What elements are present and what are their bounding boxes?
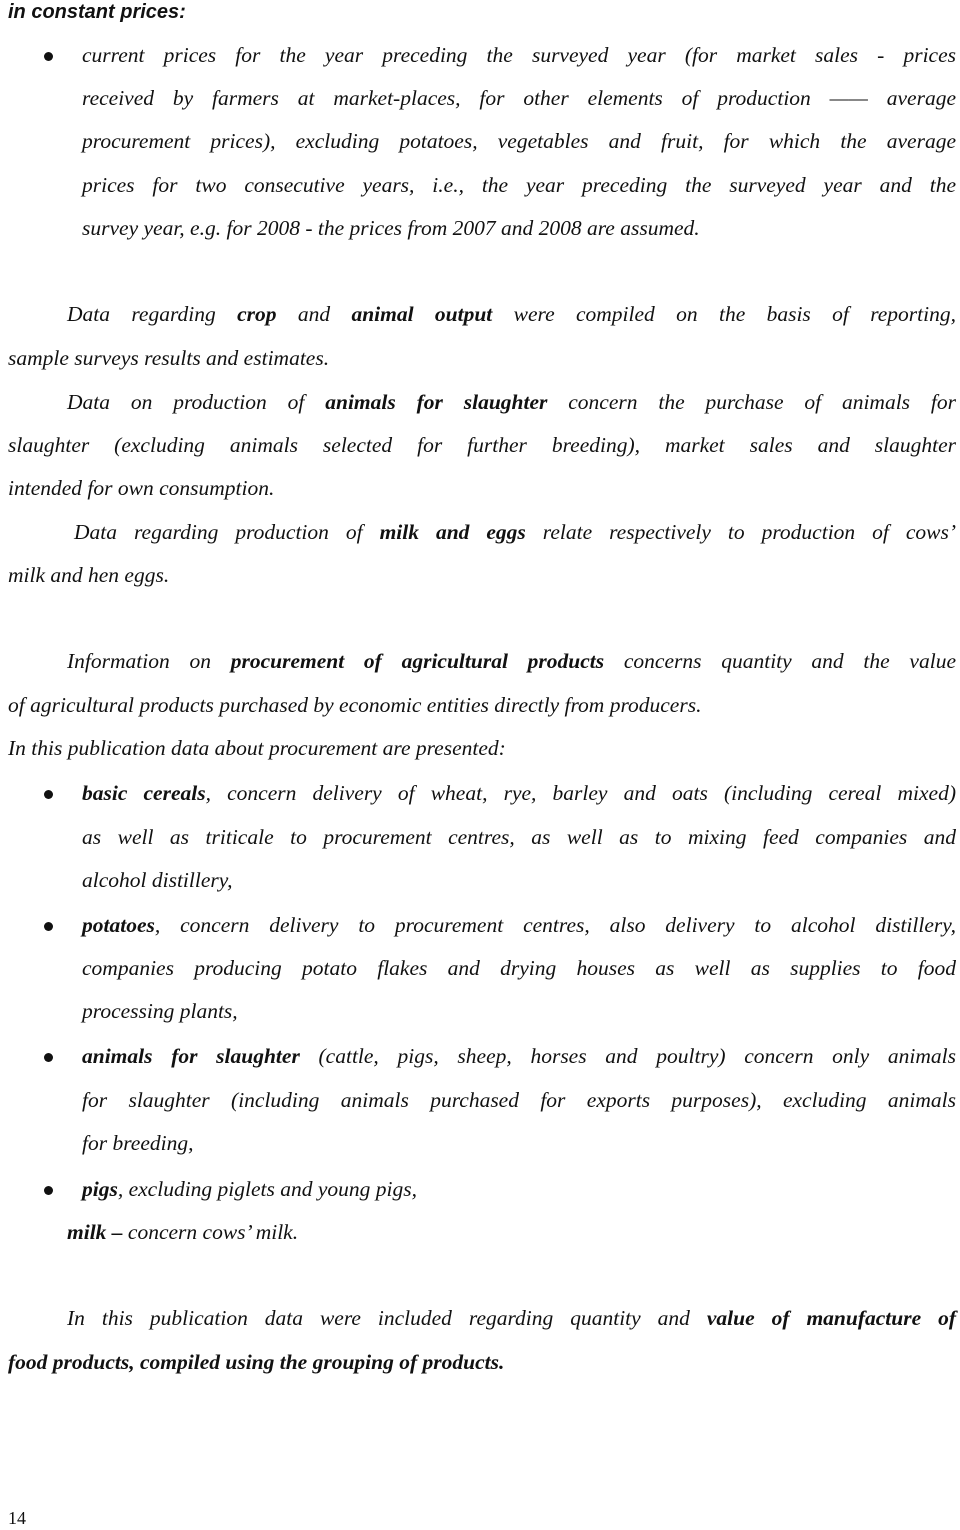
milk-paragraph-line-2: milk and hen eggs. xyxy=(8,563,170,587)
bold-term: basic cereals xyxy=(82,781,206,805)
procurement-paragraph-line-1 xyxy=(8,640,956,684)
slaughter-paragraph-line-2: slaughter (excluding animals selected for further breeding), market sales and slaughter xyxy=(8,433,956,457)
bold-term: value of manufacture of xyxy=(706,1306,956,1330)
bold-term: animal output xyxy=(351,302,493,326)
milk-paragraph-line-1 xyxy=(8,511,956,555)
bold-term: crop xyxy=(237,302,277,326)
bullet-icon xyxy=(44,1053,53,1062)
text-run: Data regarding xyxy=(67,302,238,326)
final-paragraph-line-1 xyxy=(8,1297,956,1341)
constant-prices-line-1: current prices for the year preceding the surveyed year (for market sales - prices xyxy=(82,43,956,67)
bullet-icon xyxy=(44,1186,53,1195)
cereals-line-3: alcohol distillery, xyxy=(82,868,233,892)
text-run: Information on xyxy=(67,649,231,673)
bold-term: procurement of agricultural products xyxy=(230,649,605,673)
bullet-icon xyxy=(44,922,53,931)
text-run: concern cows’ milk. xyxy=(122,1220,299,1244)
potatoes-line-3: processing plants, xyxy=(82,999,238,1023)
constant-prices-line-2: received by farmers at market-places, for other elements of production —— average xyxy=(82,86,956,110)
text-run: Data regarding production of xyxy=(74,520,380,544)
potatoes-line-1 xyxy=(82,904,956,948)
text-run: concerns quantity and the value xyxy=(604,649,956,673)
bullet-icon xyxy=(44,790,53,799)
page-number: 14 xyxy=(8,1508,26,1528)
bold-term: pigs xyxy=(82,1177,118,1201)
bold-term: animals for slaughter xyxy=(82,1044,300,1068)
crop-paragraph-line-1 xyxy=(8,293,956,337)
slaughter-paragraph-line-3: intended for own consumption. xyxy=(8,476,275,500)
bold-term: animals for slaughter xyxy=(325,390,548,414)
procurement-paragraph-line-3: In this publication data about procurement are presented: xyxy=(8,736,506,760)
animals-line-3: for breeding, xyxy=(82,1131,194,1155)
slaughter-paragraph-line-1 xyxy=(8,381,956,425)
bold-term: milk and eggs xyxy=(379,520,526,544)
bold-term: potatoes xyxy=(82,913,155,937)
animals-line-2: for slaughter (including animals purchased for exports purposes), excluding animals xyxy=(82,1088,956,1112)
final-paragraph-line-2 xyxy=(8,1341,956,1385)
text-run: , concern delivery of wheat, rye, barley and oats (including cereal mixed) xyxy=(205,781,956,805)
cereals-line-2: as well as triticale to procurement centres, as well as to mixing feed companies and xyxy=(82,825,956,849)
text-run: , concern delivery to procurement centres, also delivery to alcohol distillery, xyxy=(154,913,956,937)
bold-term: food products, compiled using the grouping of products. xyxy=(8,1350,505,1374)
cereals-line-1 xyxy=(82,772,956,816)
section-heading: in constant prices: xyxy=(8,1,186,23)
animals-line-1 xyxy=(82,1035,956,1079)
milk-line xyxy=(67,1211,947,1255)
constant-prices-line-5: survey year, e.g. for 2008 - the prices from 2007 and 2008 are assumed. xyxy=(82,216,700,240)
text-run: In this publication data were included regarding quantity and xyxy=(67,1306,707,1330)
text-run: were compiled on the basis of reporting, xyxy=(492,302,956,326)
constant-prices-line-4: prices for two consecutive years, i.e., the year preceding the surveyed year and the xyxy=(82,173,956,197)
crop-paragraph-line-2: sample surveys results and estimates. xyxy=(8,346,330,370)
procurement-paragraph-line-2: of agricultural products purchased by economic entities directly from producers. xyxy=(8,693,702,717)
text-run: concern the purchase of animals for xyxy=(547,390,956,414)
text-run: (cattle, pigs, sheep, horses and poultry) concern only animals xyxy=(299,1044,956,1068)
text-run: relate respectively to production of cows’ xyxy=(525,520,956,544)
text-run: and xyxy=(276,302,352,326)
text-run: , excluding piglets and young pigs, xyxy=(117,1177,418,1201)
pigs-line-1 xyxy=(82,1168,956,1212)
constant-prices-line-3: procurement prices), excluding potatoes, vegetables and fruit, for which the average xyxy=(82,129,956,153)
text-run: Data on production of xyxy=(67,390,326,414)
bullet-icon xyxy=(44,52,53,61)
bold-term: milk – xyxy=(67,1220,123,1244)
potatoes-line-2: companies producing potato flakes and drying houses as well as supplies to food xyxy=(82,956,956,980)
